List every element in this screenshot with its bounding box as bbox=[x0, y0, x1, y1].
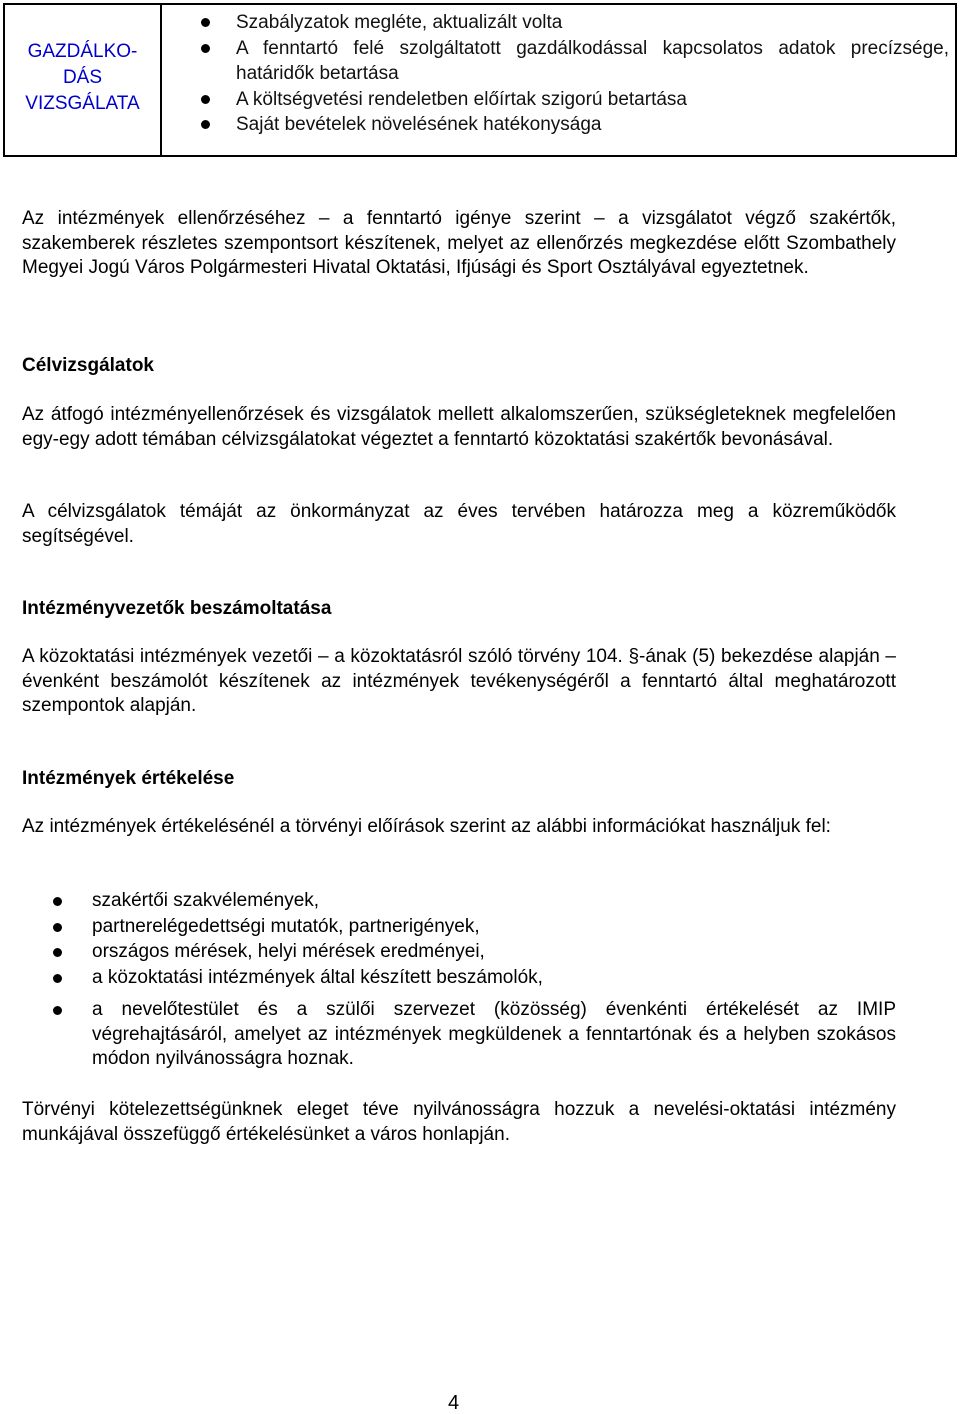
intro-paragraph: Az intézmények ellenőrzéséhez – a fenntartó igénye szerint – a vizsgálatot végző szakértők, szakemberek részletes szempontsort készítenek, melyet az ellenőrzés megkezdése előtt Szombathely Megyei Jogú Város Polgármesteri Hivatal Oktatási, Ifjúsági és Sport Osztályával egyeztetnek. bbox=[22, 208, 896, 278]
information-source-list bbox=[22, 889, 896, 1072]
ertekeles-closing-block bbox=[22, 1098, 896, 1147]
list-item bbox=[162, 87, 955, 113]
list-item bbox=[22, 915, 896, 940]
list-item-text: Saját bevételek növelésének hatékonysága bbox=[236, 114, 602, 135]
list-item bbox=[162, 10, 955, 36]
section-ertekeles bbox=[22, 767, 896, 791]
table-label: GAZDÁLKO- DÁS VIZSGÁLATA bbox=[25, 41, 140, 114]
paragraph: A célvizsgálatok témáját az önkormányzat az éves tervében határozza meg a közreműködők segítségével. bbox=[22, 501, 896, 547]
paragraph: Törvényi kötelezettségünknek eleget téve nyilvánosságra hozzuk a nevelési-oktatási intézmény munkájával összefüggő értékelésünket a város honlapján. bbox=[22, 1099, 896, 1145]
list-item-text: Szabályzatok megléte, aktualizált volta bbox=[236, 12, 563, 33]
table-label-cell bbox=[5, 5, 162, 155]
list-item bbox=[162, 36, 955, 87]
page-number: 4 bbox=[448, 1392, 460, 1414]
bullet-icon bbox=[201, 95, 210, 104]
bullet-icon bbox=[53, 974, 62, 983]
section-beszamoltatas bbox=[22, 597, 896, 621]
list-item-text: szakértői szakvélemények, bbox=[92, 890, 320, 911]
list-item-text: a nevelőtestület és a szülői szervezet (közösség) évenkénti értékelését az IMIP végrehajtásáról, amelyet az intézmények megküldenek a fenntartónak és a helyben szokásos módon nyilvánosságra hoznak. bbox=[92, 999, 896, 1069]
section-heading: Intézmények értékelése bbox=[22, 768, 235, 789]
table-item-list bbox=[162, 10, 955, 138]
list-item bbox=[162, 112, 955, 138]
paragraph: Az átfogó intézményellenőrzések és vizsgálatok mellett alkalomszerűen, szükségleteknek megfelelően egy-egy adott témában célvizsgálatokat végeztet a fenntartó közoktatási szakértők bevonásával. bbox=[22, 404, 896, 450]
list-item-text: A költségvetési rendeletben előírtak szigorú betartása bbox=[236, 88, 687, 110]
celvizsgalatok-paragraph-1-block bbox=[22, 403, 896, 452]
bullet-icon bbox=[201, 18, 210, 27]
list-item bbox=[22, 889, 896, 914]
table-items-cell bbox=[162, 5, 955, 155]
ertekeles-list-block bbox=[22, 889, 896, 1073]
paragraph: A közoktatási intézmények vezetői – a közoktatásról szóló törvény 104. §-ának (5) bekezdése alapján – évenként beszámolót készítenek az intézmények tevékenységéről a fenntartó által meghatározott szempontok alapján. bbox=[22, 646, 896, 716]
bullet-icon bbox=[53, 923, 62, 932]
ertekeles-intro-block bbox=[22, 815, 896, 840]
bullet-icon bbox=[53, 897, 62, 906]
list-item-text: partnerelégedettségi mutatók, partnerigények, bbox=[92, 915, 480, 937]
section-heading: Célvizsgálatok bbox=[22, 355, 154, 376]
list-item bbox=[22, 966, 896, 991]
list-item-text: országos mérések, helyi mérések eredményei, bbox=[92, 941, 485, 962]
list-item-text: a közoktatási intézmények által készített beszámolók, bbox=[92, 966, 543, 988]
beszamoltatas-paragraph-block bbox=[22, 645, 896, 719]
list-item bbox=[22, 998, 896, 1072]
intro-block bbox=[22, 207, 896, 281]
section-celvizsgalatok bbox=[22, 354, 896, 378]
list-item-text: A fenntartó felé szolgáltatott gazdálkodással kapcsolatos adatok precízsége, határidők betartása bbox=[236, 37, 949, 84]
section-heading: Intézményvezetők beszámoltatása bbox=[22, 598, 332, 619]
bullet-icon bbox=[53, 1006, 62, 1015]
celvizsgalatok-paragraph-2-block bbox=[22, 500, 896, 549]
list-item bbox=[22, 940, 896, 965]
bullet-icon bbox=[201, 44, 210, 53]
bullet-icon bbox=[201, 120, 210, 129]
audit-table bbox=[3, 3, 957, 157]
bullet-icon bbox=[53, 948, 62, 957]
paragraph: Az intézmények értékelésénél a törvényi előírások szerint az alábbi információkat használjuk fel: bbox=[22, 816, 831, 837]
